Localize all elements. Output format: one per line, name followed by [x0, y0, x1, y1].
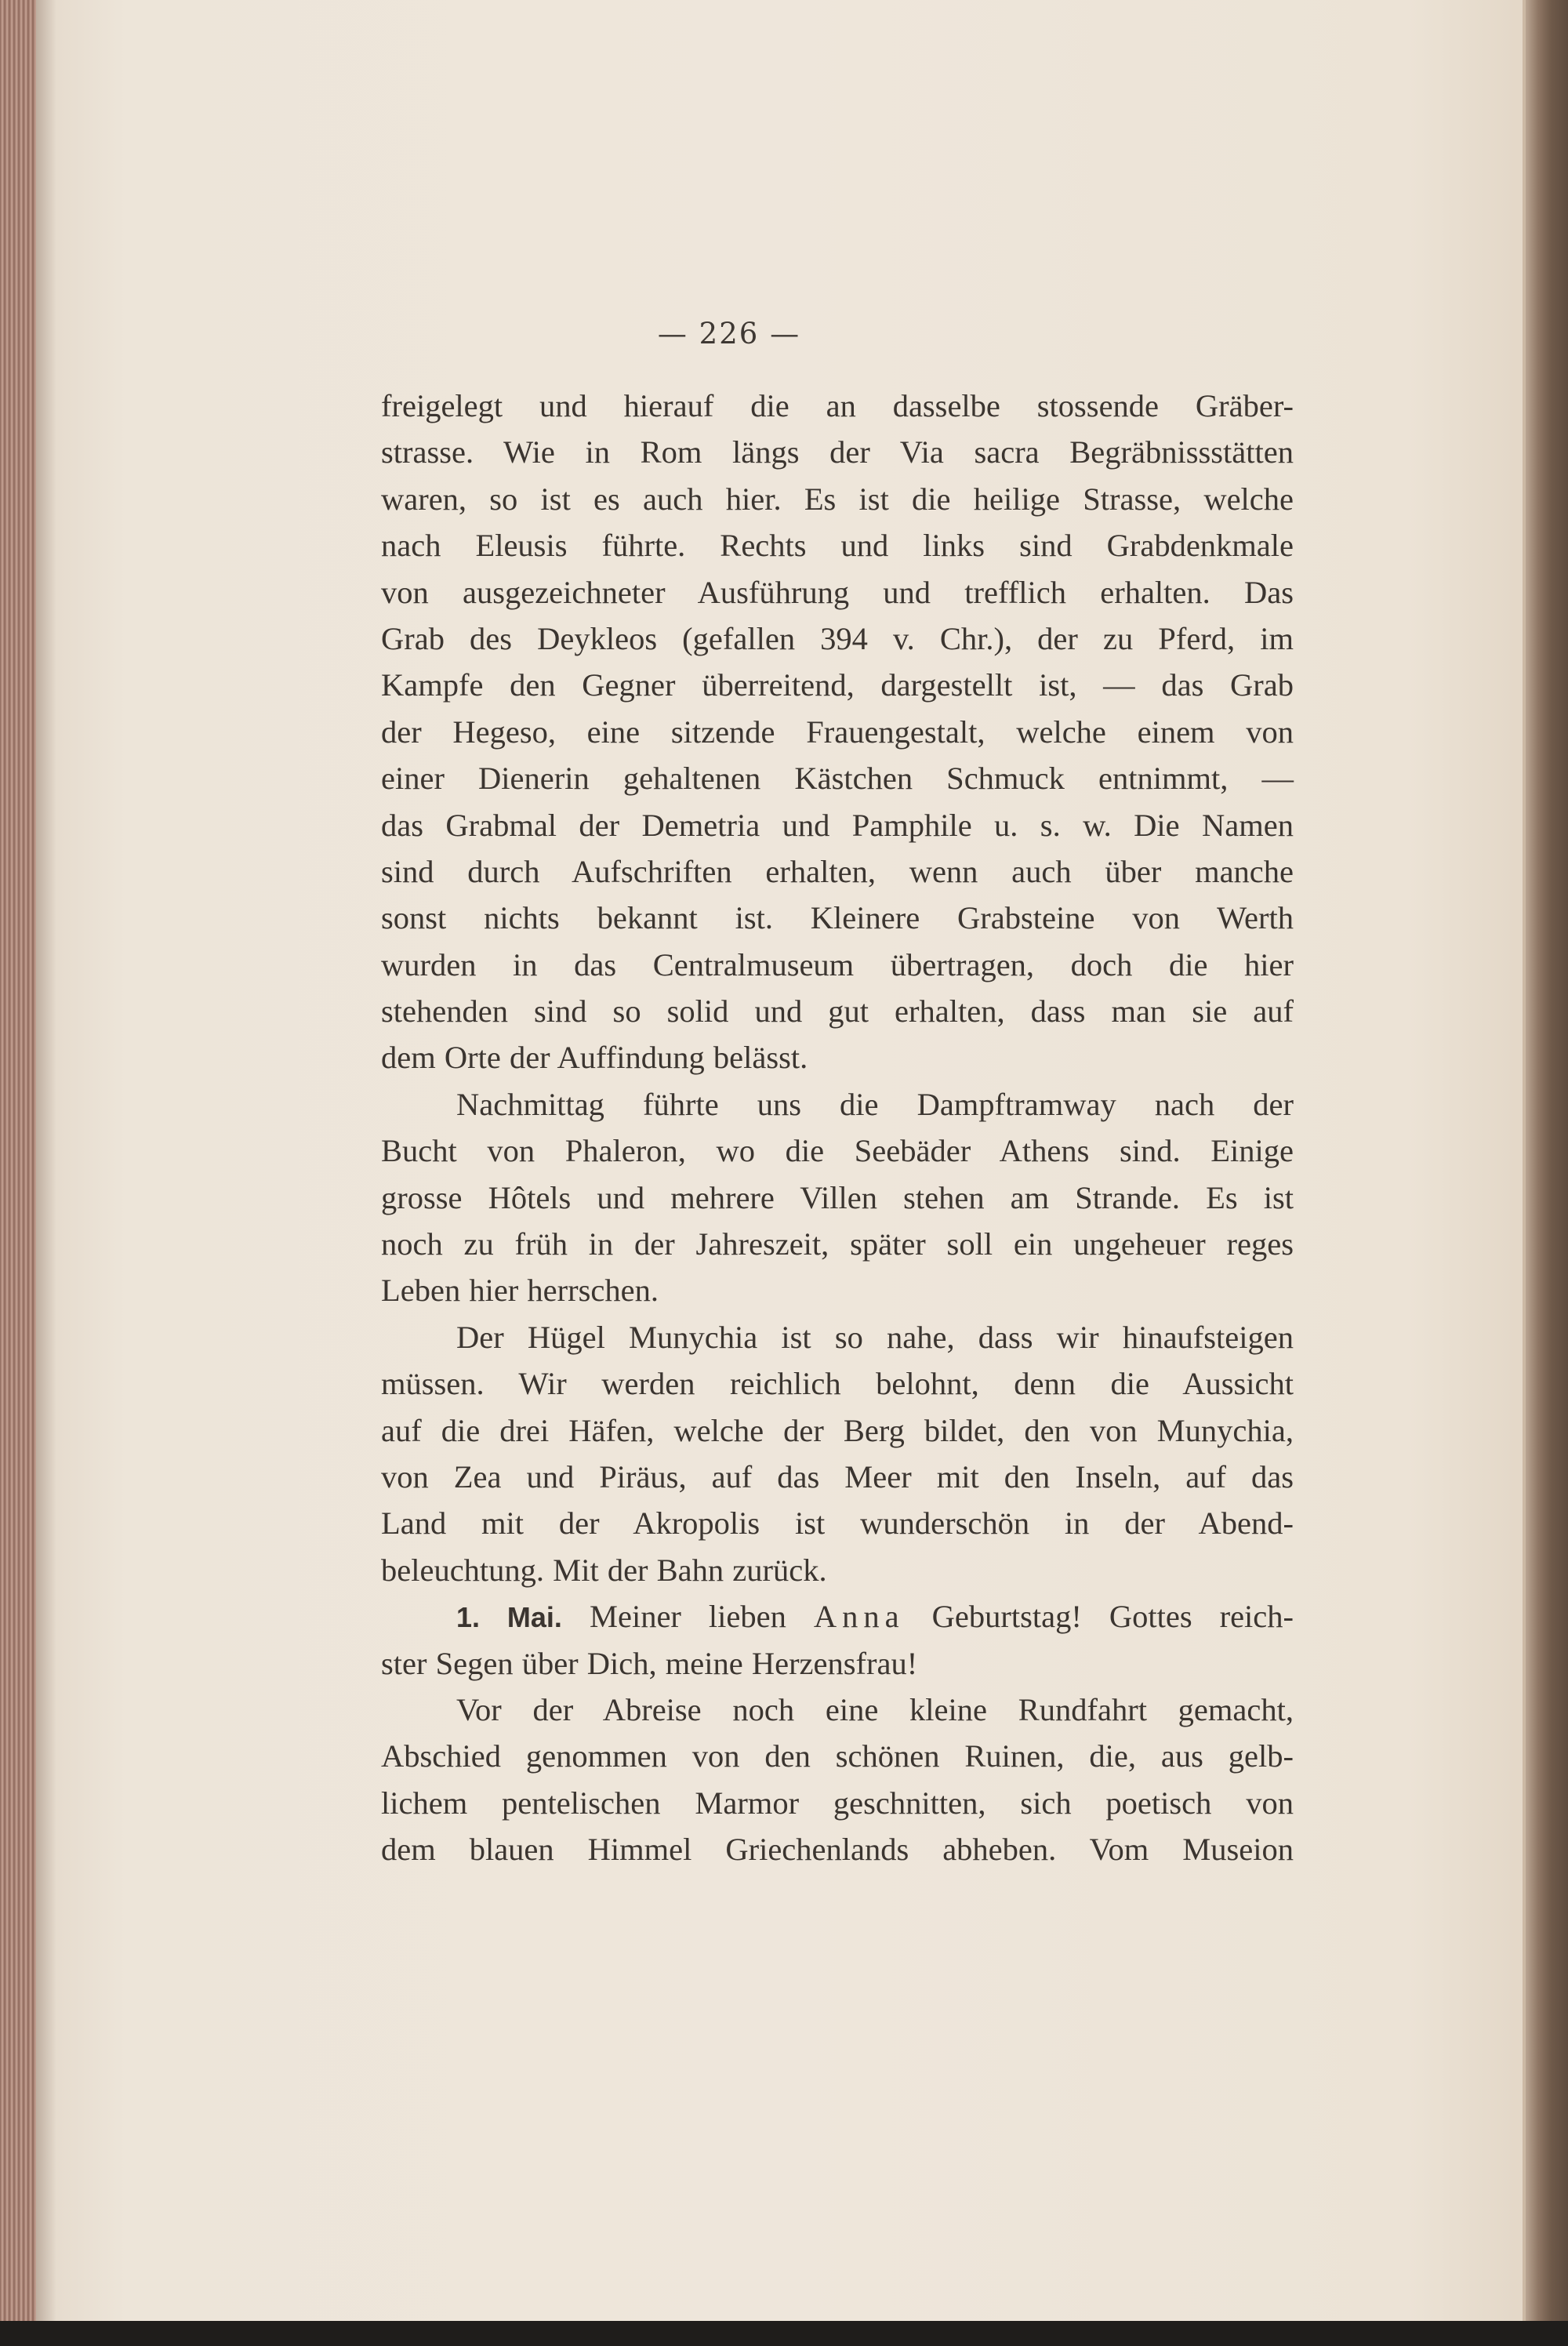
text-line: Bucht von Phaleron, wo die Seebäder Athens sind. Einige: [381, 1133, 1294, 1169]
text-line: noch zu früh in der Jahreszeit, später soll ein ungeheuer reges: [381, 1226, 1294, 1262]
text-line: Der Hügel Munychia ist so nahe, dass wir hinaufsteigen: [456, 1319, 1294, 1355]
text-line: ster Segen über Dich, meine Herzensfrau!: [381, 1645, 918, 1681]
body-text: [381, 383, 1294, 1873]
text-line: Leben hier herrschen.: [381, 1273, 659, 1309]
text-line: freigelegt und hierauf die an dasselbe stossende Gräber-: [381, 388, 1294, 423]
text-line: das Grabmal der Demetria und Pamphile u. s. w. Die Namen: [381, 807, 1294, 843]
book-cover-edge: [1526, 0, 1568, 2346]
text-line: dem blauen Himmel Griechenlands abheben. Vom Museion: [381, 1832, 1294, 1868]
paragraph: [381, 1314, 1294, 1593]
text-line: Grab des Deykleos (gefallen 394 v. Chr.), der zu Pferd, im: [381, 620, 1294, 656]
gutter-shadow: [36, 0, 56, 2346]
spaced-name: Anna: [813, 1599, 905, 1635]
book-page-edges: [0, 0, 36, 2346]
text-line: beleuchtung. Mit der Bahn zurück.: [381, 1552, 827, 1588]
text-line: wurden in das Centralmuseum übertragen, doch die hier: [381, 946, 1294, 982]
text-line: dem Orte der Auffindung belässt.: [381, 1040, 808, 1076]
entry-date: 1. Mai.: [456, 1601, 562, 1634]
text-line: von ausgezeichneter Ausführung und trefflich erhalten. Das: [381, 574, 1294, 610]
text-line: der Hegeso, eine sitzende Frauengestalt, welche einem von: [381, 714, 1294, 750]
diary-entry-paragraph: [381, 1593, 1294, 1687]
text-line: auf die drei Häfen, welche der Berg bildet, den von Munychia,: [381, 1412, 1294, 1448]
scan-bottom-border: [0, 2321, 1568, 2346]
paragraph: [381, 1687, 1294, 1873]
text-line: strasse. Wie in Rom längs der Via sacra Begräbnissstätten: [381, 434, 1294, 470]
text-line: lichem pentelischen Marmor geschnitten, sich poetisch von: [381, 1785, 1294, 1821]
text-line: Kampfe den Gegner überreitend, dargestellt ist, — das Grab: [381, 667, 1294, 703]
text-line: Nachmittag führte uns die Dampftramway nach der: [456, 1086, 1294, 1122]
text-fragment: Geburtstag! Gottes reich-: [931, 1599, 1294, 1635]
text-line: Land mit der Akropolis ist wunderschön in der Abend-: [381, 1505, 1294, 1542]
text-line: müssen. Wir werden reichlich belohnt, denn die Aussicht: [381, 1366, 1294, 1402]
paragraph: [381, 383, 1294, 1081]
text-line: sind durch Aufschriften erhalten, wenn auch über manche: [381, 853, 1294, 889]
text-line: Vor der Abreise noch eine kleine Rundfahrt gemacht,: [456, 1691, 1294, 1727]
paragraph: [381, 1081, 1294, 1314]
text-line: sonst nichts bekannt ist. Kleinere Grabsteine von Werth: [381, 900, 1294, 936]
text-line: von Zea und Piräus, auf das Meer mit den Inseln, auf das: [381, 1458, 1294, 1494]
text-line: Abschied genommen von den schönen Ruinen, die, aus gelb-: [381, 1738, 1294, 1774]
text-line: [381, 1593, 1294, 1640]
text-fragment: Meiner lieben: [589, 1599, 786, 1635]
text-line: waren, so ist es auch hier. Es ist die heilige Strasse, welche: [381, 481, 1294, 517]
text-line: grosse Hôtels und mehrere Villen stehen am Strande. Es ist: [381, 1179, 1294, 1215]
text-line: einer Dienerin gehaltenen Kästchen Schmuck entnimmt, —: [381, 761, 1294, 797]
text-line: stehenden sind so solid und gut erhalten, dass man sie auf: [381, 993, 1294, 1030]
text-line: nach Eleusis führte. Rechts und links sind Grabdenkmale: [381, 528, 1294, 564]
page-number-header: — 226 —: [657, 317, 801, 350]
